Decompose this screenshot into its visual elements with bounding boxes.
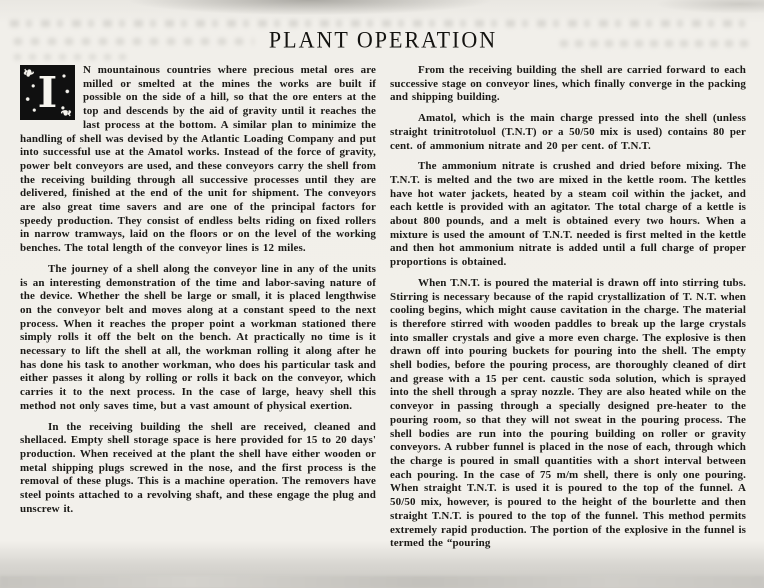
left-column — [20, 64, 376, 558]
drop-cap-letter: I — [37, 68, 58, 117]
paragraph: The journey of a shell along the conveyor line in any of the units is an interesting demonstration of the time and labor-saving nature of the device. Whether the shell be large or small, it is placed lengthwise on the conveyor belt and moves along at a constant speed to the next process. When it reaches the proper point a workman stationed there simply rolls it off the belt on the bench. At practically no time is it necessary to lift the shell at all, the workman rolling it along after he has done his task to another workman, who does his particular task and either passes it along by rolling or rolls it back on the conveyor, which carries it to the next process. In the case of large, heavy shell this method not only saves time, but a vast amount of physical exertion. — [20, 262, 376, 412]
paragraph — [20, 64, 376, 256]
paragraph-text: N mountainous countries where precious metal ores are milled or smelted at the mines the works are built if possible on the side of a hill, so that the ore enters at the top and descends by the aid of gravity until it reaches the last process at the bottom. A similar plan to minimize the handling of shell was devised by the Atlantic Loading Company and put into successful use at the Amatol works. Instead of the force of gravity, power belt conveyors are used, and these conveyors carry the shell from the receiving building through all successive processes until they are delivered, finished at the end of the unit for shipment. The conveyors are also great time savers and are one of the principal factors for speedy production. They consist of endless belts riding on fixed rollers in narrow tramways, laid on the floors or on the level of the working benches. The total length of the conveyor lines is 12 miles. — [20, 64, 376, 255]
paragraph: In the receiving building the shell are received, cleaned and shellaced. Empty shell storage space is here provided for 15 to 20 days' production. When received at the plant the shell have either wooden or metal shipping plugs screwed in the nose, and the first process is the removal of these plugs. This is a machine operation. The removers have steel points attached to a revolving shaft, and these engage the plug and unscrew it. — [20, 420, 376, 515]
paragraph: The ammonium nitrate is crushed and dried before mixing. The T.N.T. is melted and the two are mixed in the kettle room. The kettles have hot water jackets, heated by a steam coil within the jacket, and each kettle is provided with an agitator. The total charge of a kettle is about 800 pounds, and a melt is obtained every two hours. When a mixture is used the amount of T.N.T. needed is first melted in the kettle and then hot ammonium nitrate is added until a full charge of proper proportions is obtained. — [390, 160, 746, 269]
paragraph: Amatol, which is the main charge pressed into the shell (unless straight trinitrotoluol (T.N.T) or a 50/50 mix is used) contains 80 per cent. of ammonium nitrate and 20 per cent. of T.N.T. — [390, 112, 746, 152]
flourish-ornament-icon: ❧ — [23, 66, 35, 81]
illuminated-initial — [20, 65, 75, 120]
flourish-ornament-icon: ❧ — [60, 104, 72, 119]
two-column-layout — [20, 64, 746, 558]
paragraph: From the receiving building the shell are carried forward to each successive stage on conveyor lines, which finally converge in the packing and shipping building. — [390, 64, 746, 104]
page-title: PLANT OPERATION — [268, 26, 498, 53]
right-column — [390, 64, 746, 558]
paragraph: When T.N.T. is poured the material is drawn off into stirring tubs. Stirring is necessary because of the rapid crystallization of T. N.T. when cooling begins, which might cause cavitation in the charge. The material is therefore stirred with wooden paddles to break up the large crystals into smaller crystals and give a more even charge. The explosive is then drawn off into pouring buckets for pouring into the shell. The empty shell bodies, before the pouring process, are thoroughly cleaned of dirt and grease with a 15 per cent. caustic soda solution, which is sprayed into the shell through a spray nozzle. They are also heated while on the conveyor in passing through a specially designed pre-heater to the pouring room, so that they will not sweat in the pouring process. The shell bodies are run into the pouring building on roller or gravity conveyors. A rubber funnel is placed in the nose of each, through which the charge is poured in small quantities with a short interval between each pouring. In the case of 75 m/m shell, there is only one pouring. When straight T.N.T. is used it is poured to the top of the funnel. A 50/50 mix, however, is poured to the height of the bourlette and then straight T.N.T. is poured to the top of the funnel. This method permits extremely rapid production. The portion of the explosive in the funnel is termed the “pouring — [390, 276, 746, 550]
